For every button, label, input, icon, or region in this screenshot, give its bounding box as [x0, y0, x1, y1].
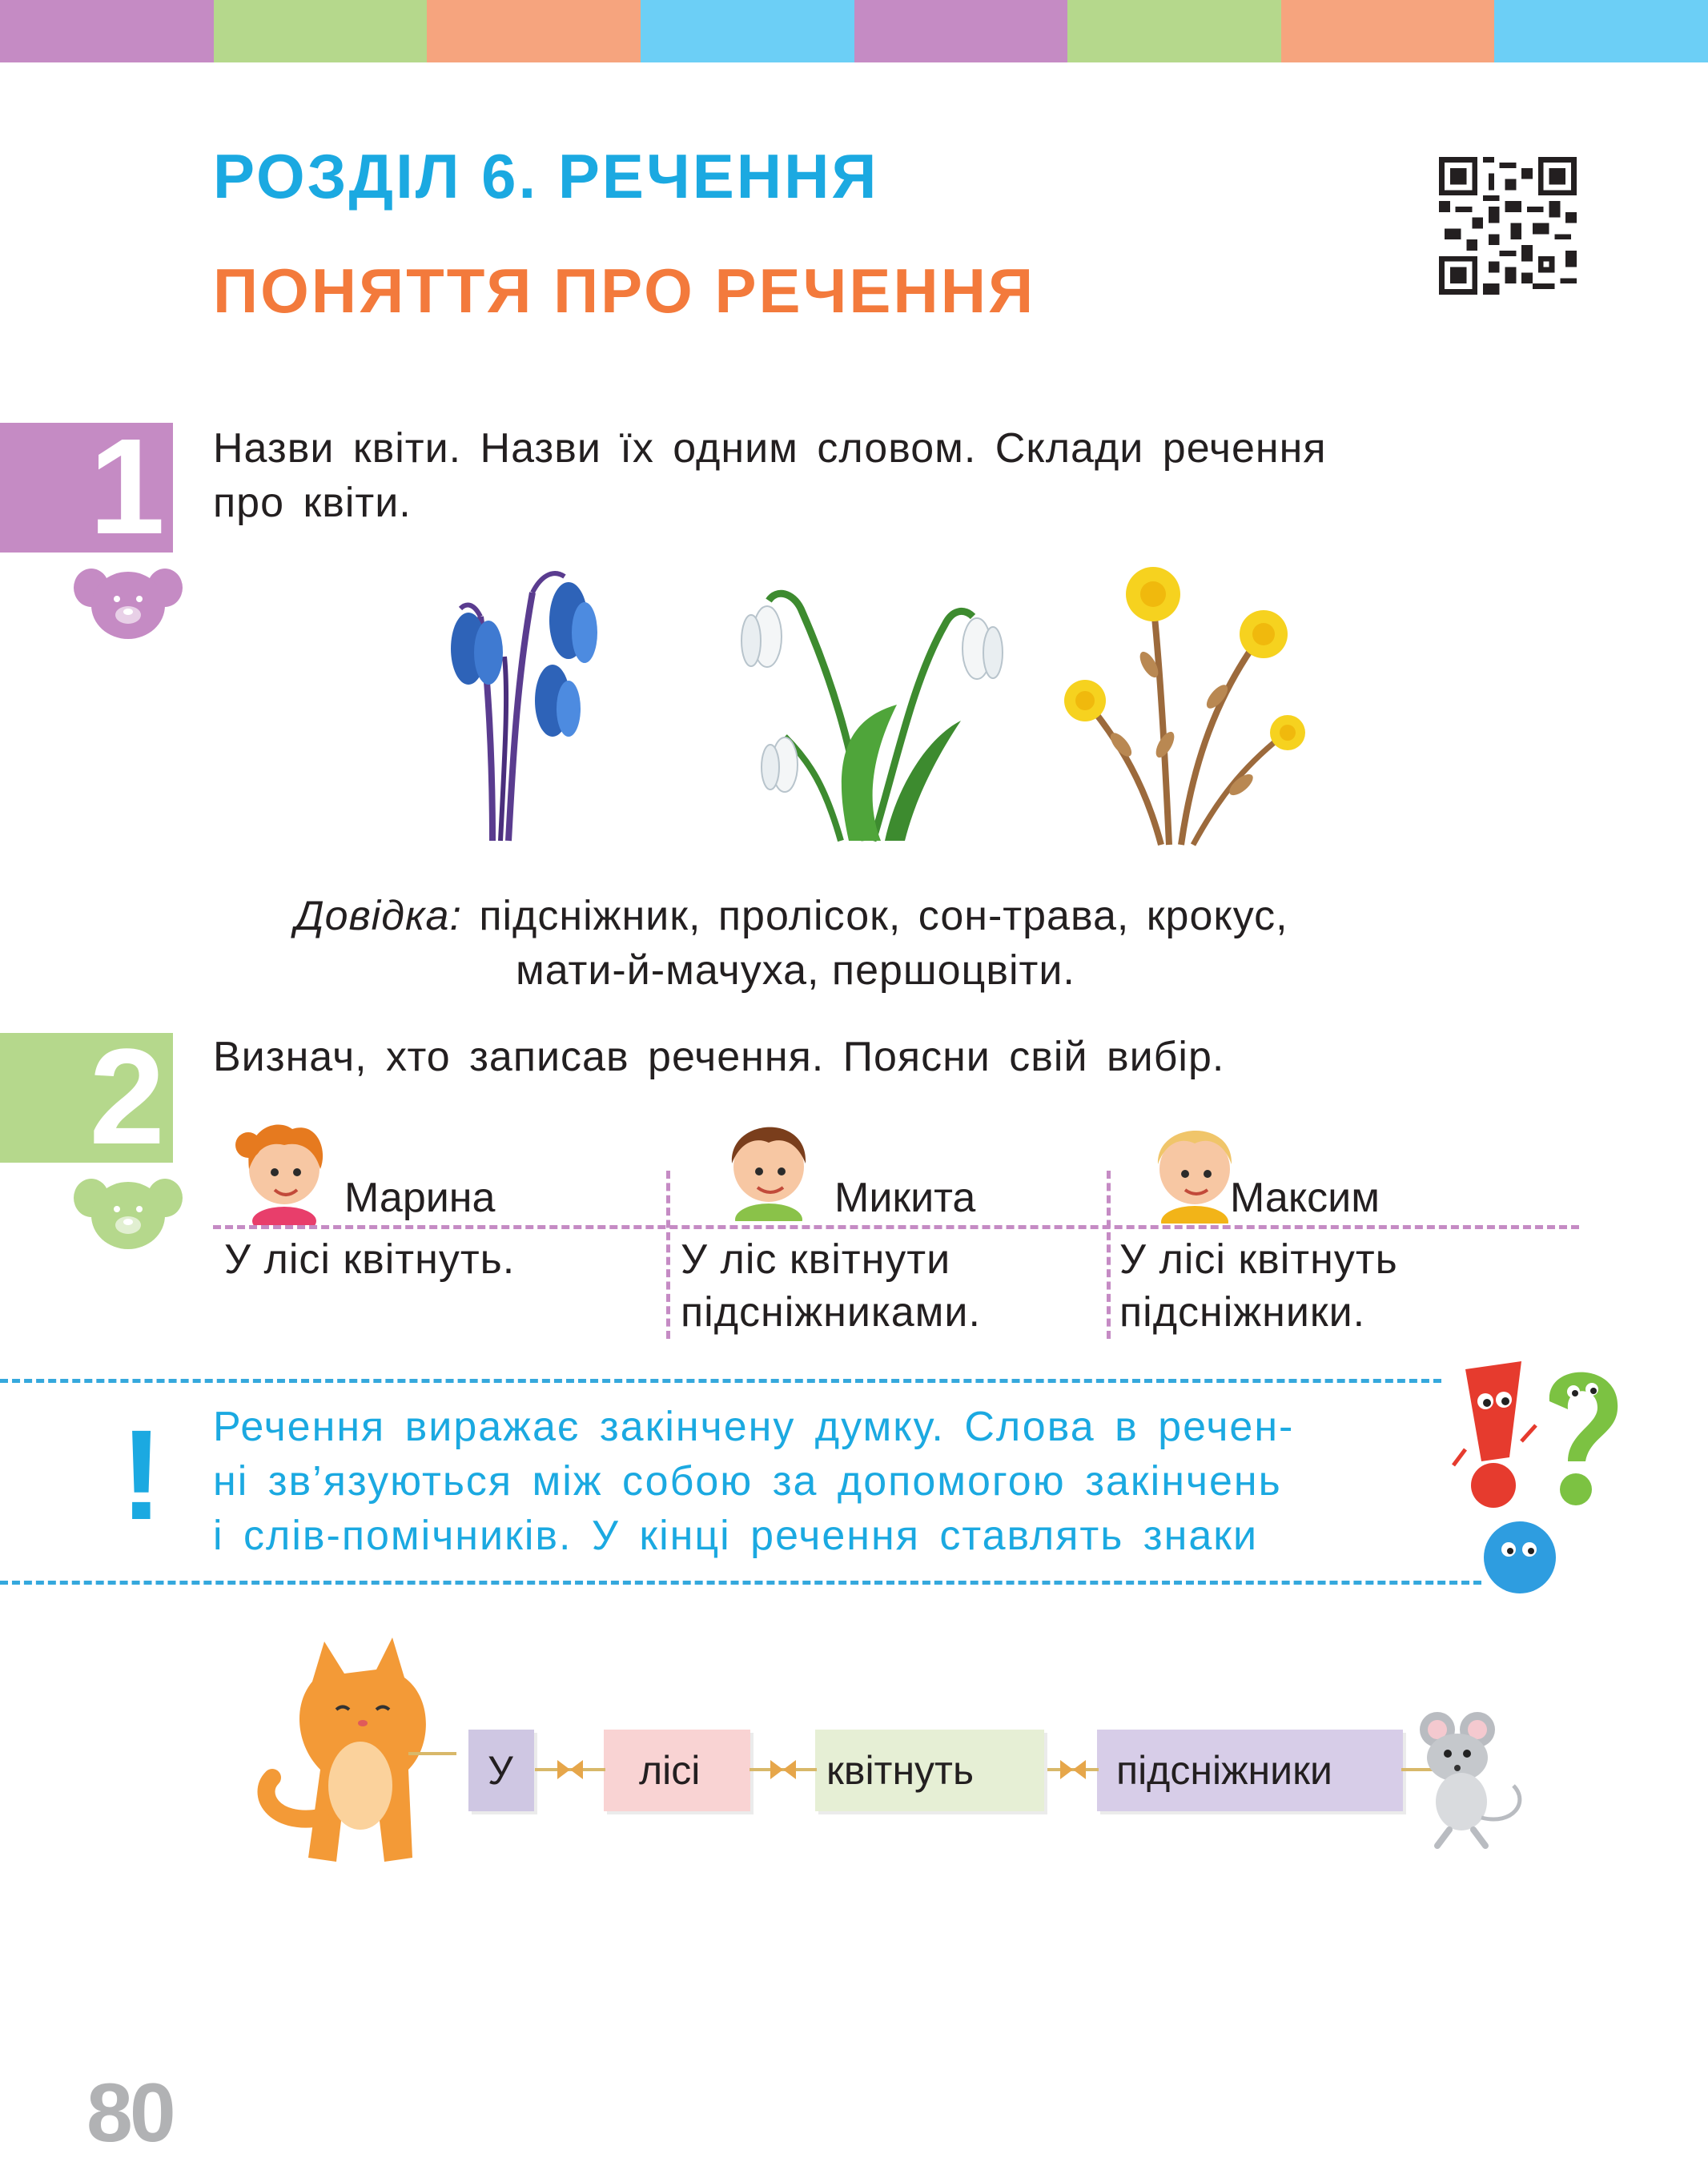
column-divider: [1107, 1171, 1111, 1339]
exclamation-mascot: [1453, 1361, 1536, 1508]
word-card: У: [468, 1730, 534, 1811]
top-bar-segment: [1281, 0, 1495, 62]
rope-bows: [528, 1746, 1137, 1794]
rule-line: і слів-помічників. У кінці речення ставлять знаки: [213, 1513, 1259, 1559]
dog-face-icon: [74, 561, 183, 641]
chapter-title: РОЗДІЛ 6. РЕЧЕННЯ: [213, 141, 879, 211]
kid-sentence-line: У лісі квітнуть.: [224, 1236, 516, 1283]
task-1-text-line-2: про квіти.: [213, 480, 412, 526]
rule-text: [213, 1400, 1430, 1563]
mouse-illustration: [1393, 1706, 1537, 1850]
snowdrop-flower-icon: [741, 593, 1003, 841]
word-card: квітнуть: [815, 1730, 1044, 1811]
rule-line: ні зв’язуються між собою за допомогою закінчень: [213, 1458, 1282, 1505]
flowers-illustration: [448, 561, 1345, 849]
kid-name: Максим: [1230, 1175, 1380, 1221]
task-1-text-line-1: Назви квіти. Назви їх одним словом. Склади речення: [213, 425, 1327, 472]
rule-bottom-border: [0, 1581, 1481, 1585]
hint-label: Довідка:: [295, 893, 462, 939]
kid-sentence: [1119, 1233, 1398, 1339]
task-2-text: Визнач, хто записав речення. Поясни свій вибір.: [213, 1034, 1225, 1080]
kids-divider-line: [213, 1225, 1579, 1229]
qr-code-icon[interactable]: [1439, 157, 1577, 295]
kid-sentence-line: У лісі квітнуть: [1119, 1236, 1398, 1283]
kid-name: Марина: [344, 1175, 496, 1221]
top-color-bar: [0, 0, 1708, 62]
kid-sentence-line: підсніжники.: [1119, 1289, 1366, 1336]
task-2-badge: [0, 1021, 173, 1173]
coltsfoot-flower-icon: [1064, 567, 1305, 845]
kid-sentence-line: підсніжниками.: [681, 1289, 981, 1336]
task-1-badge: [0, 411, 173, 563]
word-card: лісі: [604, 1730, 750, 1811]
kid-sentence: [681, 1233, 981, 1339]
task-number: 1: [89, 411, 165, 563]
lesson-title: ПОНЯТТЯ ПРО РЕЧЕННЯ: [213, 255, 1036, 326]
scilla-flower-icon: [451, 573, 597, 841]
rule-line: Речення виражає закінчену думку. Слова в речен-: [213, 1404, 1295, 1450]
cat-illustration: [248, 1634, 480, 1874]
hint-words-1: підсніжник, пролісок, сон-трава, крокус,: [479, 893, 1288, 939]
top-bar-segment: [214, 0, 428, 62]
hint-line-1: [295, 889, 1288, 943]
top-bar-segment: [641, 0, 854, 62]
exclamation-icon: !: [120, 1403, 163, 1546]
top-bar-segment: [0, 0, 214, 62]
question-mascot: [1549, 1372, 1618, 1505]
kid-name: Микита: [834, 1175, 976, 1221]
word-card: підсніжники: [1097, 1730, 1403, 1811]
task-number: 2: [89, 1021, 165, 1173]
rule-top-border: [0, 1379, 1441, 1383]
page-number: 80: [86, 2067, 173, 2160]
kid-sentence: [224, 1233, 515, 1286]
blue-dot-mascot: [1484, 1521, 1556, 1593]
top-bar-segment: [854, 0, 1068, 62]
top-bar-segment: [1067, 0, 1281, 62]
hint-line-2: мати-й-мачуха, першоцвіти.: [516, 947, 1075, 994]
girl-avatar: [228, 1105, 340, 1225]
boy-avatar: [713, 1101, 825, 1221]
top-bar-segment: [427, 0, 641, 62]
kid-sentence-line: У ліс квітнути: [681, 1236, 951, 1283]
punctuation-mascots: [1441, 1353, 1626, 1601]
dog-face-icon: [74, 1171, 183, 1251]
top-bar-segment: [1494, 0, 1708, 62]
column-divider: [666, 1171, 670, 1339]
